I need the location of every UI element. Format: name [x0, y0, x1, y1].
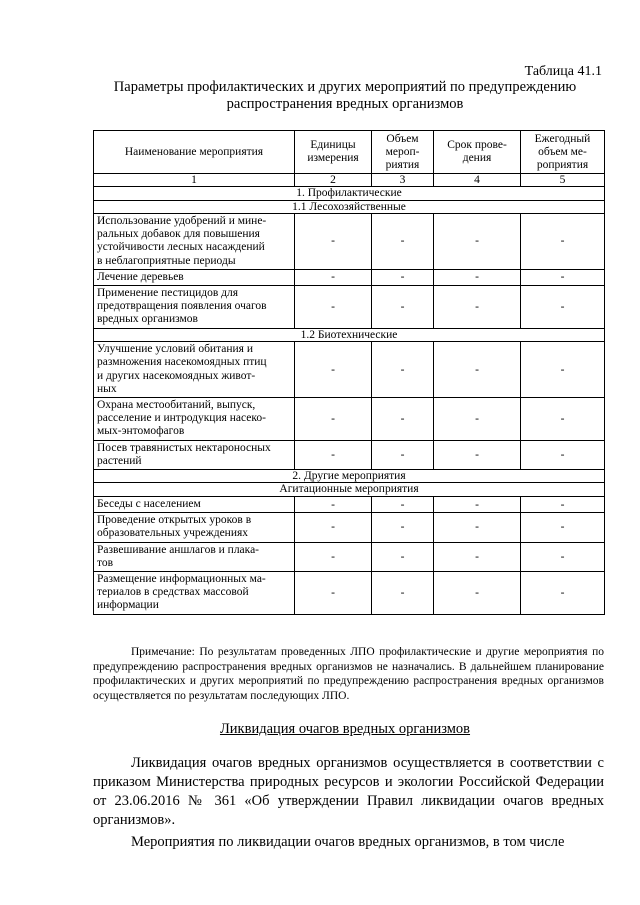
cell-value: - — [521, 342, 605, 398]
measure-name-line: тов — [97, 556, 114, 569]
column-number: 3 — [372, 174, 434, 187]
table-section-row — [94, 187, 605, 201]
cell-value: - — [295, 571, 372, 614]
measure-name — [94, 571, 295, 614]
measure-name-line: Размещение информационных ма- — [97, 572, 266, 585]
table-row — [94, 496, 605, 512]
table-title-line: Параметры профилактических и других мероприятий по предупреждению — [113, 79, 577, 95]
cell-value: - — [372, 269, 434, 285]
cell-value: - — [521, 542, 605, 571]
cell-value: - — [295, 542, 372, 571]
measure-name-line: Использование удобрений и мине- — [97, 215, 267, 227]
cell-value: - — [295, 342, 372, 398]
table-row — [94, 397, 605, 440]
header-name: Наименование мероприятия — [94, 131, 295, 174]
cell-value: - — [434, 342, 521, 398]
cell-value: - — [295, 440, 372, 469]
measure-name-line: Лечение деревьев — [97, 270, 184, 283]
header-volume: Объем мероп- риятия — [372, 131, 434, 174]
table-row — [94, 440, 605, 469]
table-row — [94, 513, 605, 542]
table-section-row — [94, 469, 605, 483]
measure-name-line: растений — [97, 454, 142, 467]
cell-value: - — [434, 571, 521, 614]
cell-value: - — [372, 397, 434, 440]
cell-value: - — [434, 214, 521, 270]
paragraph: Ликвидация очагов вредных организмов осуществляется в соответствии с приказом Министерства природных ресурсов и экологии Российской Федерации от 23.06.2016 № 361 «Об утверждении Правил ликвидации очагов вредных организмов». — [93, 755, 604, 828]
header-annual: Ежегодный объем ме- роприятия — [521, 131, 605, 174]
table-number: Таблица 41.1 — [524, 64, 602, 79]
cell-value: - — [434, 513, 521, 542]
measure-name — [94, 542, 295, 571]
measure-name — [94, 269, 295, 285]
cell-value: - — [521, 397, 605, 440]
cell-value: - — [521, 513, 605, 542]
measure-name-line: информации — [97, 599, 159, 612]
measure-name-line: расселение и интродукция насеко- — [97, 412, 266, 425]
measure-name-line: размножения насекомоядных птиц — [97, 356, 267, 369]
table-header-row — [94, 131, 605, 174]
cell-value: - — [434, 542, 521, 571]
measure-name-line: мых-энтомофагов — [97, 425, 185, 438]
measure-name-line: Улучшение условий обитания и — [97, 343, 253, 356]
measure-name-line: вредных организмов — [97, 313, 198, 326]
section-title: 1.2 Биотехнические — [94, 328, 605, 342]
table-row — [94, 342, 605, 398]
section-title: 1. Профилактические — [94, 187, 605, 201]
measure-name — [94, 214, 295, 270]
table-row — [94, 571, 605, 614]
measure-name — [94, 286, 295, 329]
cell-value: - — [434, 286, 521, 329]
table-row — [94, 542, 605, 571]
table-row — [94, 214, 605, 270]
measure-name-line: Беседы с населением — [97, 497, 201, 510]
header-term: Срок прове- дения — [434, 131, 521, 174]
cell-value: - — [521, 571, 605, 614]
table-title — [60, 79, 630, 113]
header-units: Единицы измерения — [295, 131, 372, 174]
measure-name-line: Развешивание аншлагов и плака- — [97, 543, 260, 556]
table-body — [94, 187, 605, 615]
cell-value: - — [372, 496, 434, 512]
cell-value: - — [372, 440, 434, 469]
cell-value: - — [521, 214, 605, 270]
column-number: 2 — [295, 174, 372, 187]
cell-value: - — [434, 269, 521, 285]
cell-value: - — [295, 214, 372, 270]
table-section-row — [94, 328, 605, 342]
cell-value: - — [295, 496, 372, 512]
cell-value: - — [295, 269, 372, 285]
cell-value: - — [521, 440, 605, 469]
cell-value: - — [295, 397, 372, 440]
measure-name — [94, 342, 295, 398]
cell-value: - — [372, 542, 434, 571]
section-heading: Ликвидация очагов вредных организмов — [219, 721, 471, 737]
cell-value: - — [434, 440, 521, 469]
body-text — [93, 754, 604, 855]
measure-name-line: ных — [97, 382, 117, 395]
measure-name-line: Посев травянистых нектароносных — [97, 441, 271, 454]
parameters-table — [93, 130, 605, 615]
cell-value: - — [295, 513, 372, 542]
column-number: 5 — [521, 174, 605, 187]
measure-name-line: Применение пестицидов для — [97, 287, 239, 300]
table-row — [94, 269, 605, 285]
cell-value: - — [434, 496, 521, 512]
measure-name — [94, 513, 295, 542]
measure-name-line: териалов в средствах массовой — [97, 586, 249, 599]
measure-name — [94, 496, 295, 512]
section-title: Агитационные мероприятия — [94, 483, 605, 497]
measure-name-line: и других насекомоядных живот- — [97, 369, 256, 382]
cell-value: - — [372, 571, 434, 614]
column-number-row — [94, 174, 605, 187]
measure-name-line: ральных добавок для повышения — [97, 228, 260, 241]
measure-name-line: образовательных учреждениях — [97, 527, 249, 540]
cell-value: - — [521, 286, 605, 329]
note-text: Примечание: По результатам проведенных ЛПО профилактические и другие мероприятия по предупреждению распространения вредных организмов не назначались. В дальнейшем планирование профилактических и других мероприятий по предупреждению распространения вредных организмов осуществляется по результатам последующих ЛПО. — [93, 646, 604, 702]
column-number: 1 — [94, 174, 295, 187]
cell-value: - — [295, 286, 372, 329]
measure-name-line: устойчивости лесных насаждений — [97, 241, 265, 254]
cell-value: - — [372, 513, 434, 542]
cell-value: - — [521, 269, 605, 285]
table-section-row — [94, 200, 605, 214]
measure-name — [94, 440, 295, 469]
column-number: 4 — [434, 174, 521, 187]
paragraph: Мероприятия по ликвидации очагов вредных организмов, в том числе — [131, 834, 565, 850]
cell-value: - — [372, 342, 434, 398]
table-section-row — [94, 483, 605, 497]
measure-name-line: в неблагоприятные периоды — [97, 254, 236, 267]
cell-value: - — [521, 496, 605, 512]
section-title: 1.1 Лесохозяйственные — [94, 200, 605, 214]
cell-value: - — [372, 214, 434, 270]
table-row — [94, 286, 605, 329]
table-title-line: распространения вредных организмов — [226, 96, 464, 112]
cell-value: - — [434, 397, 521, 440]
measure-name-line: предотвращения появления очагов — [97, 300, 267, 313]
measure-name — [94, 397, 295, 440]
measure-name-line: Охрана местообитаний, выпуск, — [97, 398, 256, 411]
section-title: 2. Другие мероприятия — [94, 469, 605, 483]
table-note — [93, 645, 604, 703]
measure-name-line: Проведение открытых уроков в — [97, 514, 252, 527]
cell-value: - — [372, 286, 434, 329]
